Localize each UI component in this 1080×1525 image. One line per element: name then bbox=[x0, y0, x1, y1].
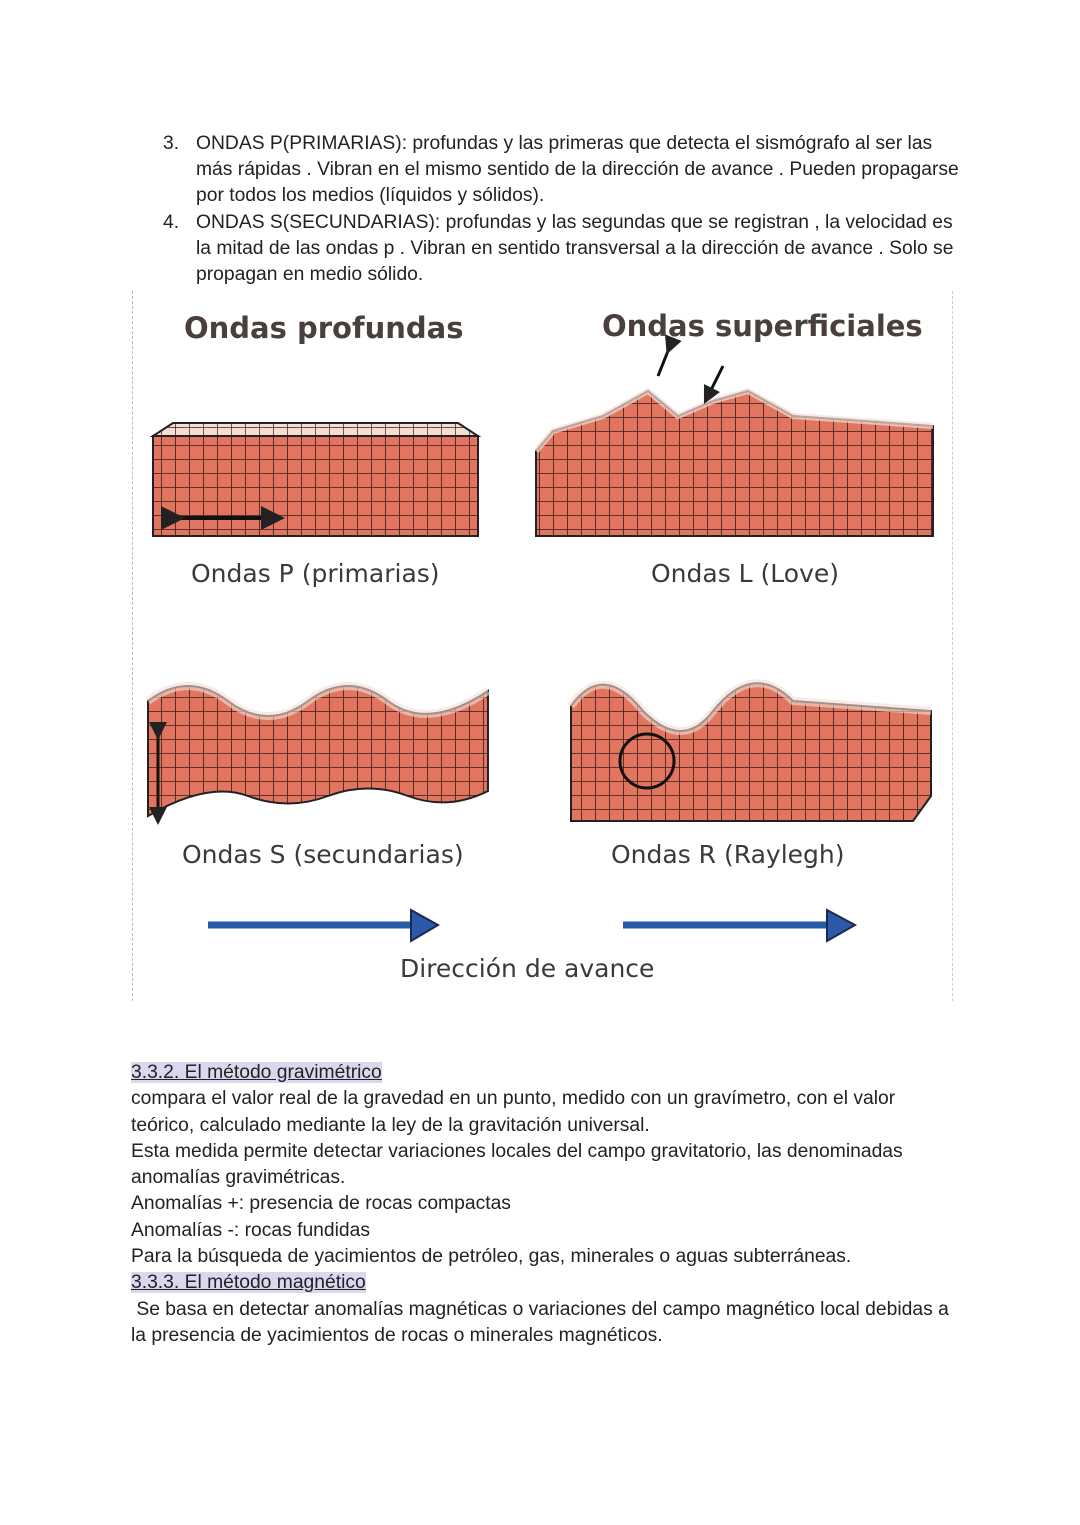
direction-arrows bbox=[208, 910, 855, 941]
section-heading: 3.3.3. El método magnético bbox=[131, 1272, 366, 1294]
section-gravimetric bbox=[131, 1060, 961, 1349]
p-wave-block bbox=[153, 423, 478, 536]
paragraph: Anomalías -: rocas fundidas bbox=[131, 1219, 370, 1241]
paragraph: Se basa en detectar anomalías magnéticas o variaciones del campo magnético local debidas a la presencia de yacimientos de rocas o minerales magnéticos. bbox=[131, 1298, 955, 1346]
label-s-waves: Ondas S (secundarias) bbox=[182, 840, 464, 869]
paragraph: Esta medida permite detectar variaciones locales del campo gravitatorio, las denominadas anomalías gravimétricas. bbox=[131, 1140, 903, 1189]
wave-list bbox=[163, 131, 963, 288]
label-love-waves: Ondas L (Love) bbox=[651, 559, 840, 588]
rayleigh-wave-block bbox=[571, 683, 931, 821]
paragraph: Para la búsqueda de yacimientos de petróleo, gas, minerales o aguas subterráneas. bbox=[131, 1246, 852, 1268]
label-p-waves: Ondas P (primarias) bbox=[191, 559, 440, 588]
list-item: 3. ONDAS P(PRIMARIAS): profundas y las primeras que detecta el sismógrafo al ser las más rápidas . Vibran en el mismo sentido de la dirección de avance . Pueden propagarse por todos los medios (líquidos y sólidos). bbox=[163, 133, 959, 207]
seismic-waves-figure bbox=[132, 291, 953, 1001]
heading-deep-waves: Ondas profundas bbox=[184, 311, 464, 345]
list-item: 4. ONDAS S(SECUNDARIAS): profundas y las segundas que se registran , la velocidad es la mitad de las ondas p . Vibran en sentido transversal a la dirección de avance . Solo se propagan en medio sólido. bbox=[163, 211, 954, 286]
label-rayleigh-waves: Ondas R (Raylegh) bbox=[611, 840, 845, 869]
waves-illustration bbox=[133, 291, 952, 1001]
s-wave-block bbox=[148, 686, 488, 816]
label-direction: Dirección de avance bbox=[400, 954, 655, 983]
heading-surface-waves: Ondas superficiales bbox=[602, 309, 923, 343]
section-heading: 3.3.2. El método gravimétrico bbox=[131, 1062, 382, 1083]
paragraph: compara el valor real de la gravedad en un punto, medido con un gravímetro, con el valor teórico, calculado mediante la ley de la gravitación universal. bbox=[131, 1088, 896, 1136]
love-wave-block bbox=[536, 346, 933, 536]
paragraph: Anomalías +: presencia de rocas compactas bbox=[131, 1193, 511, 1215]
